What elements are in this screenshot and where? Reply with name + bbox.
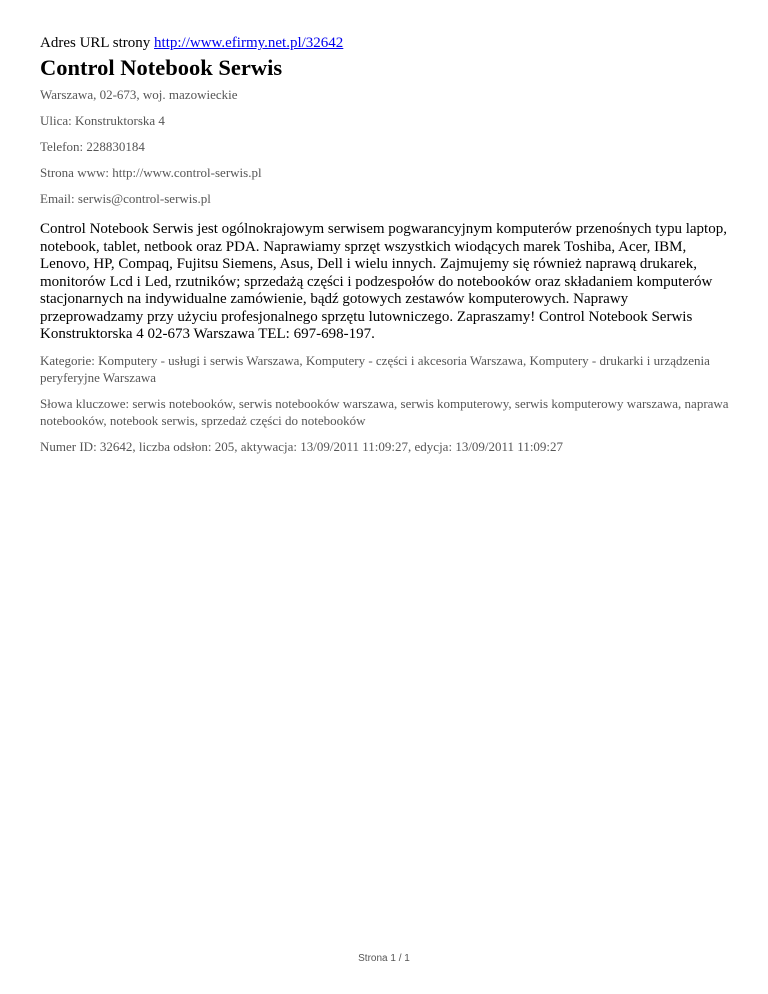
company-website: Strona www: http://www.control-serwis.pl <box>40 165 262 180</box>
page-url-link[interactable]: http://www.efirmy.net.pl/32642 <box>154 35 344 51</box>
company-name: Control Notebook Serwis <box>40 55 283 80</box>
keywords: Słowa kluczowe: serwis notebooków, serwis notebooków warszawa, serwis komputerowy, serwis komputerowy warszawa, naprawa notebooków, notebook serwis, sprzedaż części do notebooków <box>40 395 729 428</box>
company-email: Email: serwis@control-serwis.pl <box>40 191 211 206</box>
page-number: Strona 1 / 1 <box>358 953 410 964</box>
company-description: Control Notebook Serwis jest ogólnokrajowym serwisem pogwarancyjnym komputerów przenośnych typu laptop, notebook, tablet, netbook oraz PDA. Naprawiamy sprzęt wszystkich wiodących marek Toshiba, Acer, IBM, Lenovo, HP, Compaq, Fujitsu Siemens, Asus, Dell i wielu innych. Zajmujemy się również naprawą drukarek, monitorów Lcd i Led, rzutników; sprzedażą części i podzespołów do notebooków oraz składaniem komputerów stacjonarnych na indywidualne zamówienie, bądź gotowych zestawów komputerowych. Naprawy przeprowadzamy przy użyciu profesjonalnego sprzętu lutowniczego. Zapraszamy! Control Notebook Serwis Konstruktorska 4 02-673 Warszawa TEL: 697-698-197. <box>40 221 727 342</box>
categories: Kategorie: Komputery - usługi i serwis Warszawa, Komputery - części i akcesoria Warszawa, Komputery - drukarki i urządzenia peryferyjne Warszawa <box>40 352 710 385</box>
record-info: Numer ID: 32642, liczba odsłon: 205, aktywacja: 13/09/2011 11:09:27, edycja: 13/09/2011 11:09:27 <box>40 438 564 454</box>
company-street: Ulica: Konstruktorska 4 <box>40 113 165 128</box>
company-location: Warszawa, 02-673, woj. mazowieckie <box>40 87 238 102</box>
company-phone: Telefon: 228830184 <box>40 139 145 154</box>
url-prefix: Adres URL strony <box>40 35 151 51</box>
url-line <box>40 33 730 53</box>
document-page <box>40 33 730 463</box>
